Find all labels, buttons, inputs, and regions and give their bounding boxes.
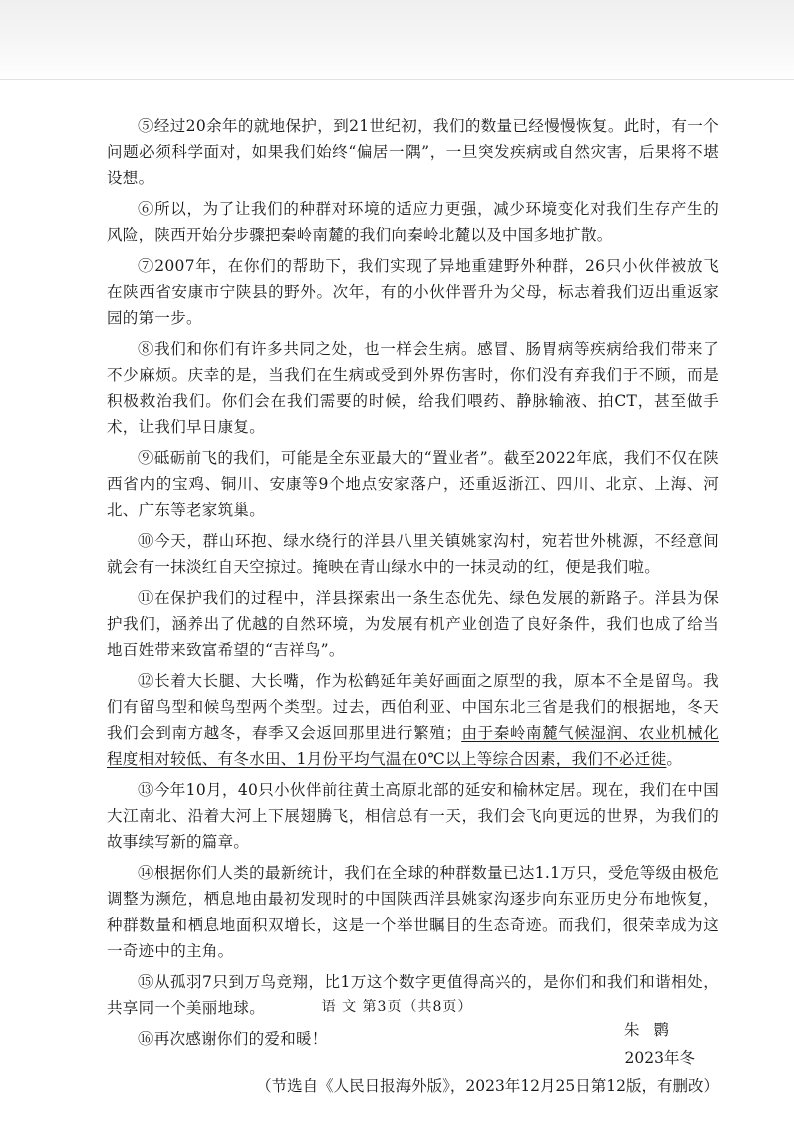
- paragraph-16: ⑯再次感谢你们的爱和暖！: [138, 1030, 328, 1048]
- paragraph-12: [107, 668, 719, 772]
- paragraph-8: ⑧我们和你们有许多共同之处，也一样会生病。感冒、肠胃病等疾病给我们带来了不少麻烦。庆幸的是，当我们在生病或受到外界伤害时，你们没有弃我们于不顾，而是积极救治我们。你们会在我们需要的时候，给我们喂药、静脉输液、拍CT，甚至做手术，让我们早日康复。: [107, 340, 719, 436]
- scan-edge-line: [0, 79, 794, 80]
- signature-date: 2023年冬: [624, 1049, 695, 1067]
- paragraph-14: ⑭根据你们人类的最新统计，我们在全球的种群数量已达1.1万只，受危等级由极危调整为濒危，栖息地由最初发现时的中国陕西洋县姚家沟逐步向东亚历史分布地恢复，种群数量和栖息地面积双增长，这是一个举世瞩目的生态奇迹。而我们，很荣幸成为这一奇迹中的主角。: [107, 864, 719, 960]
- paragraph-6: ⑥所以，为了让我们的种群对环境的适应力更强，减少环境变化对我们生存产生的风险，陕西开始分步骤把秦岭南麓的我们向秦岭北麓以及中国多地扩散。: [107, 200, 719, 244]
- paragraph-15: ⑮从孤羽7只到万鸟竞翔，比1万这个数字更值得高兴的，是你们和我们和谐相处，共享同一个美丽地球。: [107, 973, 719, 1017]
- signature-name: 朱鹮: [623, 1021, 683, 1039]
- paragraph-10: ⑩今天，群山环抱、绿水绕行的洋县八里关镇姚家沟村，宛若世外桃源，不经意间就会有一抹淡红自天空掠过。掩映在青山绿水中的一抹灵动的红，便是我们啦。: [107, 532, 719, 576]
- scan-shadow: [0, 0, 794, 80]
- page-footer: 语 文 第3页（共8页）: [321, 999, 473, 1015]
- paragraph-11: ⑪在保护我们的过程中，洋县探索出一条生态优先、绿色发展的新路子。洋县为保护我们，涵养出了优越的自然环境，为发展有机产业创造了良好条件，我们也成了给当地百姓带来致富希望的“吉祥鸟”。: [107, 589, 719, 659]
- paragraph-12-end: 。: [666, 750, 683, 768]
- paragraph-5: ⑤经过20余年的就地保护，到21世纪初，我们的数量已经慢慢恢复。此时，有一个问题必须科学面对，如果我们始终“偏居一隅”，一旦突发疾病或自然灾害，后果将不堪设想。: [107, 117, 719, 187]
- paragraph-12-text: ⑫长着大长腿、大长嘴，作为松鹤延年美好画面之原型的我，原本不全是留鸟。我们有留鸟型和候鸟型两个类型。过去，西伯利亚、中国东北三省是我们的根据地，冬天我们会到南方越冬，春季又会返回那里进行繁殖；: [107, 672, 719, 742]
- paragraph-13: ⑬今年10月，40只小伙伴前往黄土高原北部的延安和榆林定居。现在，我们在中国大江南北、沿着大河上下展翅腾飞，相信总有一天，我们会飞向更远的世界，为我们的故事续写新的篇章。: [107, 781, 719, 851]
- underlined-sentence: 由于秦岭南麓气候湿润、农业机械化程度相对较低、有冬水田、1月份平均气温在0℃以上等综合因素，我们不必迁徙: [107, 724, 719, 768]
- paragraph-9: ⑨砥砺前飞的我们，可能是全东亚最大的“置业者”。截至2022年底，我们不仅在陕西省内的宝鸡、铜川、安康等9个地点安家落户，还重返浙江、四川、北京、上海、河北、广东等老家筑巢。: [107, 449, 719, 519]
- paragraph-7: ⑦2007年，在你们的帮助下，我们实现了异地重建野外种群，26只小伙伴被放飞在陕西省安康市宁陕县的野外。次年，有的小伙伴晋升为父母，标志着我们迈出重返家园的第一步。: [107, 257, 719, 327]
- article-body: [107, 113, 719, 1057]
- source-citation: （节选自《人民日报海外版》，2023年12月25日第12版，有删改）: [256, 1077, 719, 1095]
